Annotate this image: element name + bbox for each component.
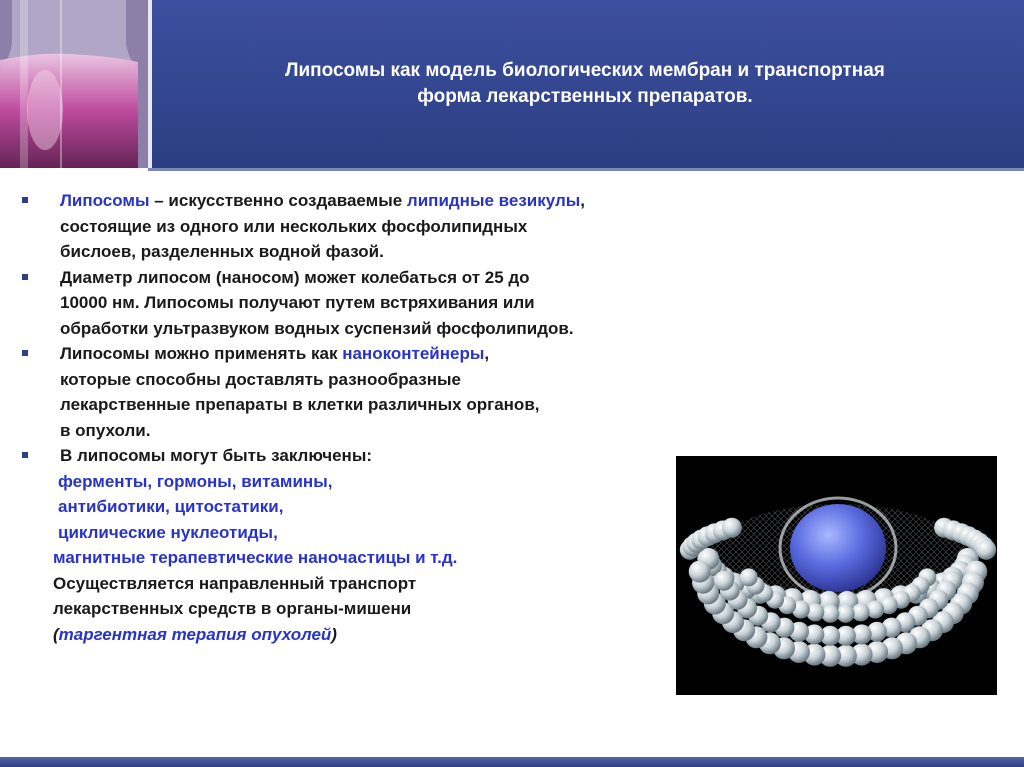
bullet-square-icon xyxy=(22,197,28,203)
term-liposomes: Липосомы xyxy=(60,191,150,210)
transport-line-2: лекарственных средств в органы-мишени xyxy=(53,599,412,618)
text: Липосомы можно применять как xyxy=(60,344,343,363)
content-body xyxy=(22,188,782,647)
header-separator xyxy=(148,0,152,168)
header-rule xyxy=(148,168,1024,171)
bullet-diameter xyxy=(22,265,782,342)
text-line: в опухоли. xyxy=(60,420,151,440)
text: , xyxy=(580,191,586,210)
enclosed-line-3: циклические нуклеотиды, xyxy=(58,522,278,542)
liposome-illustration xyxy=(676,456,997,695)
title-line-2: форма лекарственных препаратов. xyxy=(417,86,753,107)
bullet-enclosed xyxy=(22,443,782,469)
lipid-head-sphere xyxy=(976,540,996,560)
enclosed-line-4: магнитные терапевтические наночастицы и т.д. xyxy=(53,548,458,567)
paren: ) xyxy=(331,624,337,644)
header-banner xyxy=(0,0,1024,168)
transport-line-3 xyxy=(22,622,782,648)
text-line: лекарственные препараты в клетки различных органов, xyxy=(60,395,540,414)
lipid-head-sphere xyxy=(722,518,742,538)
footer-bar xyxy=(0,757,1024,767)
text-line: которые способны доставлять разнообразные xyxy=(60,369,461,389)
text-line: бислоев, разделенных водной фазой. xyxy=(60,242,384,261)
text: , xyxy=(484,344,490,363)
bullet-square-icon xyxy=(22,452,28,458)
text-line: В липосомы могут быть заключены: xyxy=(60,446,372,465)
term-nanocontainers: наноконтейнеры xyxy=(342,344,485,363)
term-lipid-vesicles: липидные везикулы xyxy=(406,191,581,210)
title-line-1: Липосомы как модель биологических мембран и транспортная xyxy=(285,60,885,81)
text: – искусственно создаваемые xyxy=(149,191,407,210)
transport-line-1: Осуществляется направленный транспорт xyxy=(53,573,417,593)
text-line: состоящие из одного или нескольких фосфолипидных xyxy=(60,216,528,236)
lipid-head-sphere xyxy=(689,561,711,583)
lipid-head-sphere xyxy=(714,571,734,591)
term-targeted-therapy: таргентная терапия опухолей xyxy=(58,624,332,644)
bullet-liposomes-definition xyxy=(22,188,782,265)
text-line: Диаметр липосом (наносом) может колебаться от 25 до xyxy=(60,267,530,287)
text-line: 10000 нм. Липосомы получают путем встряхивания или xyxy=(60,293,535,312)
lipid-head-sphere xyxy=(740,568,758,586)
page-title xyxy=(160,58,1010,110)
flask-photo xyxy=(0,0,148,168)
bullet-square-icon xyxy=(22,350,28,356)
bullet-square-icon xyxy=(22,274,28,280)
enclosed-line-1: ферменты, гормоны, витамины, xyxy=(58,471,333,491)
bullet-nanocontainers xyxy=(22,341,782,443)
enclosed-line-2: антибиотики, цитостатики, xyxy=(58,497,284,516)
liposome-svg xyxy=(676,456,997,695)
paren: ( xyxy=(53,624,59,644)
text-line: обработки ультразвуком водных суспензий фосфолипидов. xyxy=(60,318,574,338)
